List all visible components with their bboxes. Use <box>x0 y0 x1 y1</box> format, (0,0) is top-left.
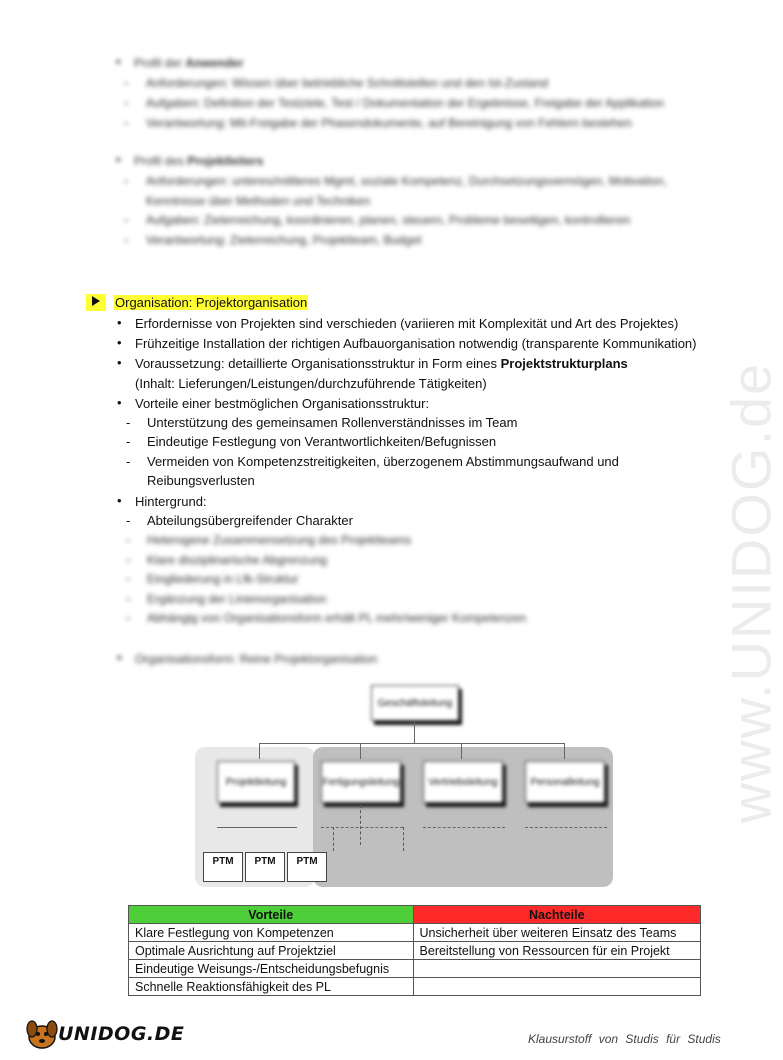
table-cell: Eindeutige Weisungs-/Entscheidungsbefugnis <box>129 960 414 978</box>
leiter-title <box>134 154 263 168</box>
dash-marker: - <box>124 173 129 188</box>
dash-marker: - <box>124 232 129 247</box>
table-cell: Optimale Ausrichtung auf Projektziel <box>129 942 414 960</box>
ptm-box: PTM <box>287 852 327 882</box>
org-unit-box <box>321 761 401 803</box>
table-row <box>129 960 701 978</box>
dash-marker: - <box>126 454 131 469</box>
hintergrund-item: Heterogene Zusammensetzung des Projektteams <box>147 533 412 547</box>
anwender-item: Verantwortung: Mit-Freigabe der Phasendokumente, auf Bereinigung von Fehlern bestehen <box>146 116 632 130</box>
leiter-item: Verantwortung: Zielerreichung, Projektteam, Budget <box>146 233 422 247</box>
anwender-title <box>134 56 243 70</box>
section-heading <box>114 295 308 311</box>
footer-tagline: Klausurstoff von Studis für Studis <box>528 1032 721 1046</box>
dash-marker: - <box>126 415 131 430</box>
table-row <box>129 978 701 996</box>
dash-marker: - <box>124 115 129 130</box>
anwender-title-prefix: Profil der <box>134 56 186 70</box>
anwender-item: Aufgaben: Definition der Testziele, Test / Dokumentation der Ergebnisse, Freigabe der Applikation <box>146 96 664 110</box>
anwender-title-bold: Anwender <box>185 56 244 70</box>
dotted-line <box>333 827 334 851</box>
hintergrund-item: Klare disziplinarische Abgrenzung <box>147 553 328 567</box>
org-unit-box <box>217 761 295 803</box>
watermark: www.UNIDOG.de <box>719 361 783 824</box>
leiter-item: Anforderungen: unteres/mittleres Mgmt, soziale Kompetenz, Durchsetzungsvermögen, Motivation, <box>146 174 667 188</box>
vorteile-item: Reibungsverlusten <box>147 473 255 488</box>
org-box-top <box>371 685 459 721</box>
org-chart <box>195 675 615 895</box>
bullet-text: Erfordernisse von Projekten sind verschieden (variieren mit Komplexität und Art des Projektes) <box>135 316 679 331</box>
table-cell: Bereitstellung von Ressourcen für ein Projekt <box>413 942 700 960</box>
divider-line <box>217 827 297 828</box>
dotted-line <box>360 805 361 845</box>
org-unit-box <box>423 761 503 803</box>
hintergrund-item: Ergänzung der Linienorganisation <box>147 592 327 606</box>
bullet-marker: • <box>117 315 122 330</box>
bullet-marker: • <box>117 650 122 665</box>
org-unit-box <box>525 761 605 803</box>
leiter-title-bold: Projektleiters <box>187 154 264 168</box>
connector-line <box>259 743 564 744</box>
nachteile-header: Nachteile <box>413 906 700 924</box>
hintergrund-title: Hintergrund: <box>135 494 207 509</box>
bullet-marker: • <box>117 493 122 508</box>
anwender-item: Anforderungen: Wissen über betriebliche Schnittstellen und den Ist-Zustand <box>146 76 549 90</box>
dash-marker: - <box>126 610 131 625</box>
table-cell: Schnelle Reaktionsfähigkeit des PL <box>129 978 414 996</box>
vorteile-header: Vorteile <box>129 906 414 924</box>
connector-line <box>564 743 565 759</box>
table-header-row <box>129 906 701 924</box>
pros-cons-table <box>128 905 701 996</box>
table-row <box>129 942 701 960</box>
leiter-item: Aufgaben: Zielerreichung, koordinieren, planen, steuern, Probleme beseitigen, kontrollieren <box>146 213 631 227</box>
dash-marker: - <box>126 552 131 567</box>
vorteile-item: Vermeiden von Kompetenzstreitigkeiten, überzogenem Abstimmungsaufwand und <box>147 454 619 469</box>
connector-line <box>259 743 260 759</box>
org-box-label: Geschäftsleitung <box>377 697 453 709</box>
leiter-title-prefix: Profil des <box>134 154 188 168</box>
leiter-item: Kenntnisse über Methoden und Techniken <box>146 194 370 208</box>
org-unit-label: Projektleitung <box>225 776 287 788</box>
vorteile-item: Eindeutige Festlegung von Verantwortlichkeiten/Befugnissen <box>147 434 497 449</box>
connector-line <box>414 721 415 743</box>
dash-marker: - <box>126 591 131 606</box>
table-cell: Klare Festlegung von Kompetenzen <box>129 924 414 942</box>
dash-marker: - <box>124 212 129 227</box>
section-heading-text: Organisation: Projektorganisation <box>115 295 308 310</box>
voraussetzung-prefix: Voraussetzung: detaillierte Organisationsstruktur in Form eines <box>135 356 501 371</box>
table-row <box>129 924 701 942</box>
dash-marker: - <box>126 532 131 547</box>
vorteile-title: Vorteile einer bestmöglichen Organisationsstruktur: <box>135 396 430 411</box>
dash-marker: - <box>126 513 131 528</box>
hintergrund-item: Abteilungsübergreifender Charakter <box>147 513 353 528</box>
connector-line <box>360 743 361 759</box>
dash-marker: - <box>124 95 129 110</box>
bullet-marker: • <box>117 395 122 410</box>
voraussetzung-bold: Projektstrukturplans <box>500 356 628 371</box>
dotted-line <box>403 827 404 851</box>
hintergrund-item: Eingliederung in Lfk-Struktur <box>147 572 299 586</box>
bullet-marker: • <box>116 54 121 69</box>
bullet-marker: • <box>116 152 121 167</box>
dotted-line <box>423 827 505 828</box>
table-cell <box>413 960 700 978</box>
dash-marker: - <box>126 571 131 586</box>
orgform-title: Organisationsform: Reine Projektorganisation <box>135 652 378 666</box>
dash-marker: - <box>124 75 129 90</box>
bullet-marker: • <box>117 355 122 370</box>
table-cell: Unsicherheit über weiteren Einsatz des Teams <box>413 924 700 942</box>
voraussetzung-text <box>135 356 628 372</box>
arrow-bullet-icon <box>92 296 100 306</box>
org-unit-label: Vertriebsleitung <box>428 776 498 788</box>
vorteile-item: Unterstützung des gemeinsamen Rollenverständnisses im Team <box>147 415 518 430</box>
ptm-box: PTM <box>203 852 243 882</box>
bullet-marker: • <box>117 335 122 350</box>
org-unit-label: Fertigungsleitung <box>322 776 400 788</box>
dotted-line <box>525 827 607 828</box>
unidog-logo-text: UNIDOG.DE <box>58 1023 185 1045</box>
connector-line <box>461 743 462 759</box>
unidog-dog-logo-icon <box>22 1015 62 1051</box>
voraussetzung-line2: (Inhalt: Lieferungen/Leistungen/durchzuführende Tätigkeiten) <box>135 376 487 391</box>
dash-marker: - <box>126 434 131 449</box>
bullet-text: Frühzeitige Installation der richtigen Aufbauorganisation notwendig (transparente Kommunikation) <box>135 336 697 351</box>
ptm-box: PTM <box>245 852 285 882</box>
table-cell <box>413 978 700 996</box>
hintergrund-item: Abhängig von Organisationsform erhält PL mehr/weniger Kompetenzen <box>147 611 527 625</box>
org-unit-label: Personalleitung <box>530 776 600 788</box>
